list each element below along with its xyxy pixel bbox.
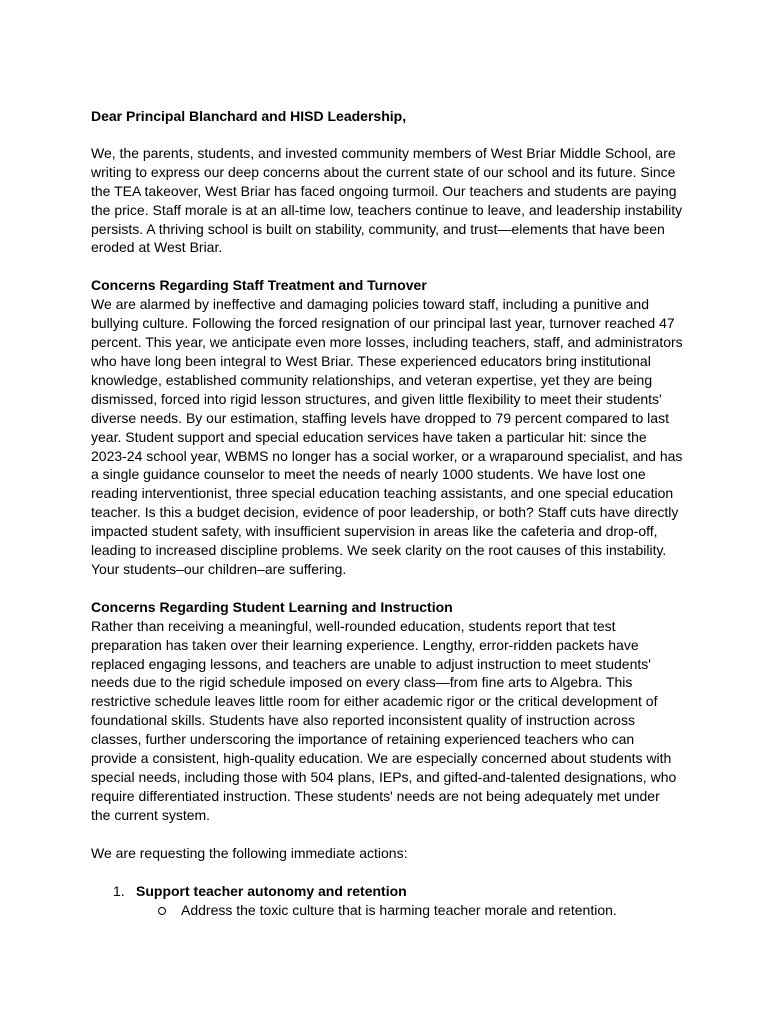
actions-intro: We are requesting the following immediate actions: <box>91 844 408 861</box>
salutation: Dear Principal Blanchard and HISD Leadership, <box>91 108 407 124</box>
section-student-learning <box>91 598 683 825</box>
action-item <box>91 882 683 920</box>
hollow-bullet-icon <box>158 907 166 915</box>
section-staff-treatment <box>91 276 683 579</box>
intro-paragraph: We, the parents, students, and invested community members of West Briar Middle School, are writing to express our deep concerns about the current state of our school and its future. Since the TEA takeover, West Briar has faced ongoing turmoil. Our teachers and students are paying the price. Staff morale is at an all-time low, teachers continue to leave, and leadership instability persists. A thriving school is built on stability, community, and trust—elements that have been eroded at West Briar. <box>91 144 683 256</box>
section-heading: Concerns Regarding Staff Treatment and Turnover <box>91 277 427 294</box>
action-subitem-text: Address the toxic culture that is harming teacher morale and retention. <box>181 901 617 918</box>
section-body: Rather than receiving a meaningful, well-rounded education, students report that test preparation has taken over their learning experience. Lengthy, error-ridden packets have replaced engaging lessons, and teachers are unable to adjust instruction to meet students' needs due to the rigid schedule imposed on every class—from fine arts to Algebra. This restrictive schedule leaves little room for either academic rigor or the critical development of foundational skills. Students have also reported inconsistent quality of instruction across classes, further underscoring the importance of retaining experienced teachers who can provide a consistent, high-quality education. We are especially concerned about students with special needs, including those with 504 plans, IEPs, and gifted-and-talented designations, who require differentiated instruction. These students' needs are not being adequately met under the current system. <box>91 617 677 823</box>
action-number: 1. <box>113 882 125 899</box>
section-body: We are alarmed by ineffective and damaging policies toward staff, including a punitive and bullying culture. Following the forced resignation of our principal last year, turnover reached 47 percent. This year, we anticipate even more losses, including teachers, staff, and administrators who have long been integral to West Briar. These experienced educators bring institutional knowledge, established community relationships, and veteran expertise, yet they are being dismissed, forced into rigid lesson structures, and given little flexibility to meet their students' diverse needs. By our estimation, staffing levels have dropped to 79 percent compared to last year. Student support and special education services have taken a particular hit: since the 2023-24 school year, WBMS no longer has a social worker, or a wraparound specialist, and has a single guidance counselor to meet the needs of nearly 1000 students. We have lost one reading interventionist, three special education teaching assistants, and one special education teacher. Is this a budget decision, evidence of poor leadership, or both? Staff cuts have directly impacted student safety, with insufficient supervision in areas like the cafeteria and drop-off, leading to increased discipline problems. We seek clarity on the root causes of this instability. Your students–our children–are suffering. <box>91 296 683 577</box>
actions-list <box>91 882 683 920</box>
letter-page <box>91 107 683 919</box>
action-title: Support teacher autonomy and retention <box>136 882 407 899</box>
section-heading: Concerns Regarding Student Learning and Instruction <box>91 598 453 615</box>
action-subitems <box>136 901 683 920</box>
action-subitem <box>136 901 683 920</box>
